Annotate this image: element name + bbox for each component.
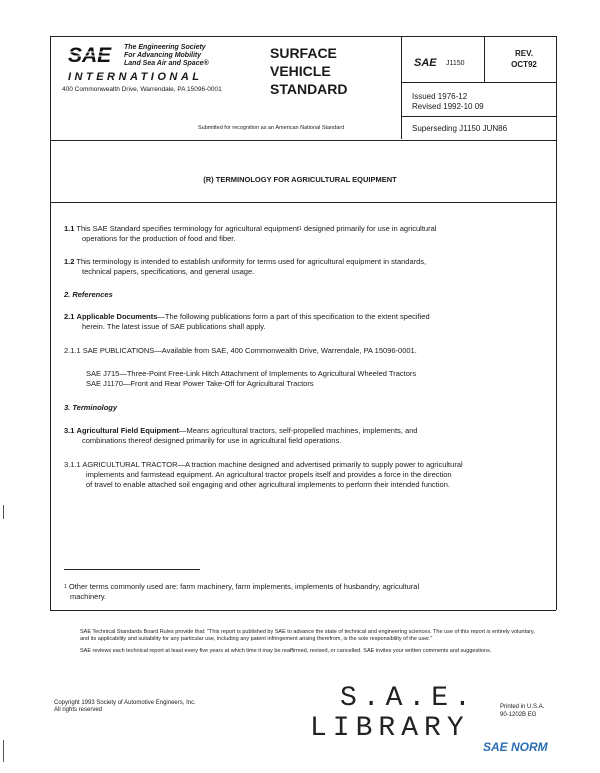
printed-info [500,703,544,719]
sae-address: 400 Commonwealth Drive, Warrendale, PA 15096-0001 [62,86,222,93]
section-3-1-1-cont2: of travel to enable attached soil engaging and other agricultural implements to perform their intended function. [86,480,450,489]
document-type [270,44,348,98]
section-1-1 [64,224,436,234]
stamp-line-1: S.A.E. [340,683,477,714]
library-stamp [310,684,477,744]
sae-small-logo: SAE [414,57,437,69]
issue-dates [412,92,484,112]
header-divider-v1 [401,36,402,139]
doc-type-line-1: SURFACE [270,45,337,61]
stamp-line-2: LIBRARY [310,713,470,744]
section-number: 1.1 [64,224,75,233]
sae-norm-watermark: SAE NORM [483,740,548,754]
section-2-1-cont: herein. The latest issue of SAE publications shall apply. [82,322,266,331]
doc-type-line-3: STANDARD [270,81,348,97]
section-text: This terminology is intended to establish uniformity for terms used for agricultural equipment in standards, [76,257,427,266]
section-3-1-cont: combinations thereof designed primarily for use in agricultural field operations. [82,436,342,445]
title-box [50,139,557,203]
scan-mark [3,740,4,762]
document-title: (R) TERMINOLOGY FOR AGRICULTURAL EQUIPMENT [203,175,397,184]
society-line-1: The Engineering Society [124,44,206,51]
scan-mark [3,505,4,519]
references-heading: 2. References [64,290,113,299]
section-text: —The following publications form a part of this specification to the extent specified [157,312,430,321]
copyright [54,700,196,714]
footnote-mark: 1 [64,584,67,590]
body-bottom-rule [50,610,556,611]
footnote-cont: machinery. [70,592,107,601]
board-rules [80,629,540,655]
issued-date: Issued 1976-12 [412,92,468,101]
section-1-2 [64,257,426,267]
board-rules-p2: SAE reviews each technical report at least every five years at which time it may be reaffirmed, revised, or cancelled. SAE invites your written comments and suggestions. [80,648,492,654]
revised-date: Revised 1992-10 09 [412,102,484,111]
society-tagline [124,44,209,68]
terminology-heading: 3. Terminology [64,403,118,412]
document-number: J1150 [446,60,465,67]
section-text: This SAE Standard specifies terminology for agricultural equipment [76,224,299,233]
section-text: designed primarily for use in agricultural [301,224,437,233]
rev-label: REV. [515,49,533,58]
board-rules-p1: SAE Technical Standards Board Rules provide that: "This report is published by SAE to advance the state of technical and engineering sciences. The use of this report is entirely voluntary, and its applicability and suitability for any particular use, including any patent infringement arising therefrom, is the sole responsibility of the user." [80,629,535,642]
section-3-1-1-cont1: implements and farmstead equipment. An agricultural tractor propels itself and provides a force in the direction [86,470,452,479]
section-number: 2.1 [64,312,75,321]
reference-j715: SAE J715—Three-Point Free-Link Hitch Attachment of Implements to Agricultural Wheeled Tractors [86,369,417,378]
section-number: 3.1 [64,426,75,435]
copyright-line-2: All rights reserved [54,707,103,713]
submitted-note: Submitted for recognition as an American National Standard [198,125,345,131]
printed-location: Printed in U.S.A. [500,704,545,710]
section-1-1-cont: operations for the production of food and fiber. [82,234,236,243]
section-number: 1.2 [64,257,75,266]
svg-text:SAE: SAE [68,44,112,66]
superseding-info: Superseding J1150 JUN86 [412,124,508,133]
reference-j1170: SAE J1170—Front and Rear Power Take-Off for Agricultural Tractors [86,379,314,388]
header-divider-h2 [401,116,556,117]
section-title: Applicable Documents [76,312,158,321]
society-line-3: Land Sea Air and Space® [124,60,209,67]
footnote-ref: 1 [299,226,302,232]
international-label: INTERNATIONAL [68,71,203,83]
section-2-1 [64,312,430,322]
revision-block [504,48,544,70]
section-3-1 [64,426,417,436]
footnote [64,582,419,592]
section-2-1-1: 2.1.1 SAE PUBLICATIONS—Available from SAE, 400 Commonwealth Drive, Warrendale, PA 15096-0001. [64,346,417,355]
society-line-2: For Advancing Mobility [124,52,202,59]
footnote-rule [64,569,200,570]
footnote-text: Other terms commonly used are: farm machinery, farm implements, implements of husbandry, agricultural [66,582,420,591]
section-title: Agricultural Field Equipment [76,426,180,435]
sae-logo [68,44,116,66]
form-number: 90-1202B EG [500,712,537,718]
header-divider-v2 [484,36,485,82]
section-1-2-cont: technical papers, specifications, and general usage. [82,267,255,276]
copyright-line-1: Copyright 1993 Society of Automotive Engineers, Inc. [54,700,196,706]
section-text: —Means agricultural tractors, self-propelled machines, implements, and [179,426,418,435]
header-divider-h1 [401,82,556,83]
rev-date: OCT92 [511,60,537,69]
doc-type-line-2: VEHICLE [270,63,331,79]
section-3-1-1: 3.1.1 AGRICULTURAL TRACTOR—A traction machine designed and advertised primarily to supply power to agricultural [64,460,463,469]
